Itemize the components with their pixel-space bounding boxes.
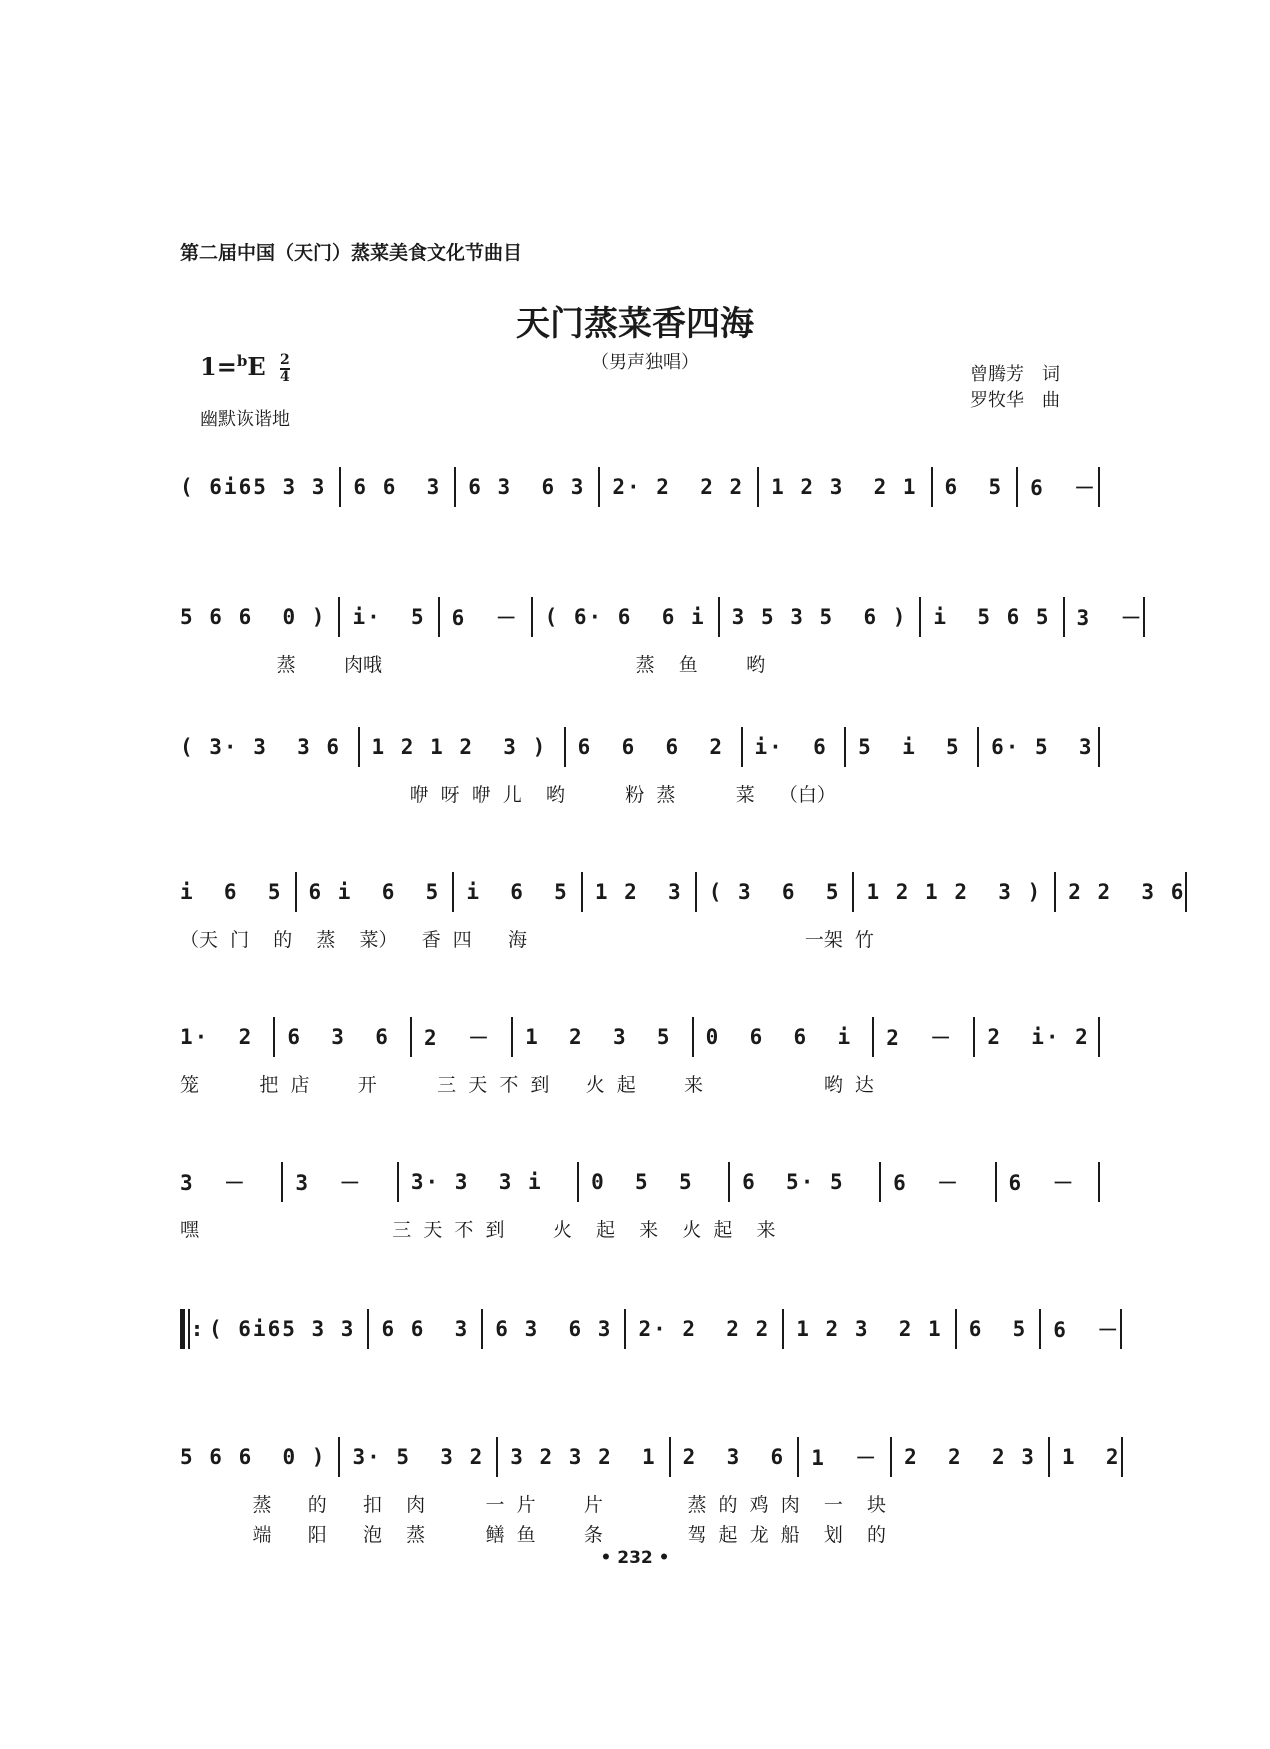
barline — [1185, 872, 1187, 912]
barline — [397, 1162, 399, 1202]
measure: 2· 2 2 2 — [612, 475, 745, 499]
barline — [1121, 1437, 1123, 1477]
barline — [1143, 597, 1145, 637]
time-bottom: 4 — [279, 368, 290, 385]
barline — [890, 1437, 892, 1477]
song-title: 天门蒸菜香四海 — [516, 304, 754, 344]
measure: ( 3· 3 3 6 — [180, 735, 342, 759]
barline — [564, 727, 566, 767]
barline — [281, 1162, 283, 1202]
measure: i· 5 — [352, 605, 426, 629]
barline — [581, 872, 583, 912]
barline — [797, 1437, 799, 1477]
measure: 6 － — [451, 606, 519, 630]
barline — [852, 872, 854, 912]
measure: 2 － — [424, 1026, 491, 1050]
barline — [695, 872, 697, 912]
measure: 0 6 6 i — [705, 1025, 853, 1049]
barline — [624, 1309, 626, 1349]
measure: 3· 5 3 2 — [352, 1445, 485, 1469]
barline — [1063, 597, 1065, 637]
barline — [1098, 1017, 1100, 1057]
measure: 1 2 — [1061, 1445, 1121, 1469]
notation-system — [180, 1165, 1100, 1199]
key-prefix: 1= — [200, 352, 237, 381]
notation-system — [180, 470, 1100, 504]
measure: 6 － — [1053, 1318, 1121, 1342]
barline — [1054, 872, 1056, 912]
barline — [1048, 1437, 1050, 1477]
barline — [741, 727, 743, 767]
barline — [273, 1017, 275, 1057]
measure: 6 3 6 3 — [495, 1317, 613, 1341]
lyric-line: 咿 呀 咿 儿 哟 粉 蒸 菜 （白） — [180, 784, 836, 806]
barline — [1098, 1162, 1100, 1202]
barline — [410, 1017, 412, 1057]
barline — [844, 727, 846, 767]
measure: 6 － — [1030, 476, 1098, 500]
flat-sign: b — [236, 352, 248, 370]
barline — [454, 467, 456, 507]
barline — [295, 872, 297, 912]
key-note: E — [247, 352, 266, 381]
song-subtitle: （男声独唱） — [591, 352, 699, 373]
measure: 6 6 3 — [381, 1317, 470, 1341]
time-signature — [280, 353, 290, 385]
measure: 6 5 — [968, 1317, 1028, 1341]
measure: i· 6 — [754, 735, 828, 759]
measure: 6 － — [1008, 1171, 1076, 1195]
lyricist-credit: 曾腾芳 词 — [970, 364, 1060, 385]
barline — [531, 597, 533, 637]
barline — [496, 1437, 498, 1477]
measure: 6 6 3 — [353, 475, 442, 499]
measure: 6 3 6 3 — [468, 475, 586, 499]
barline — [782, 1309, 784, 1349]
measure: 5 6 6 0 ) — [180, 605, 327, 629]
measure: 1 2 1 2 3 ) — [866, 880, 1043, 904]
time-top: 2 — [279, 351, 290, 368]
measure: ( 6i65 3 3 — [209, 1317, 356, 1341]
measure: 1 2 3 — [594, 880, 683, 904]
measure: i 5 6 5 — [933, 605, 1051, 629]
measure: 1· 2 — [180, 1025, 254, 1049]
measure: 5 6 6 0 ) — [180, 1445, 327, 1469]
measure: i 6 5 — [180, 880, 283, 904]
measure: 3 － — [180, 1171, 247, 1195]
barline — [481, 1309, 483, 1349]
notation-system — [180, 600, 1144, 634]
barline — [598, 467, 600, 507]
barline — [452, 872, 454, 912]
measure: ( 6· 6 6 i — [544, 605, 706, 629]
barline — [358, 727, 360, 767]
barline — [931, 467, 933, 507]
measure: 0 5 5 — [591, 1170, 694, 1194]
measure: 6 6 6 2 — [577, 735, 725, 759]
barline — [511, 1017, 513, 1057]
barline — [1098, 727, 1100, 767]
page-number: • 232 • — [600, 1548, 670, 1568]
measure: 1 2 3 2 1 — [796, 1317, 943, 1341]
lyric-line: 蒸 的 扣 肉 一 片 片 蒸 的 鸡 肉 一 块 — [180, 1494, 887, 1516]
measure: 1 － — [811, 1446, 879, 1470]
measure: 6 i 6 5 — [308, 880, 441, 904]
barline — [338, 597, 340, 637]
measure: 5 i 5 — [858, 735, 961, 759]
measure: ( 3 6 5 — [708, 880, 841, 904]
measure: 6 3 6 — [287, 1025, 390, 1049]
barline — [757, 467, 759, 507]
measure: i 6 5 — [466, 880, 569, 904]
composer-credit: 罗牧华 曲 — [970, 390, 1060, 411]
lyric-line: 笼 把 店 开 三 天 不 到 火 起 来 哟 达 — [180, 1074, 874, 1096]
measure: 6· 5 3 — [991, 735, 1094, 759]
lyric-line: 端 阳 泡 蒸 鳝 鱼 条 驾 起 龙 船 划 的 — [180, 1524, 887, 1546]
barline — [367, 1309, 369, 1349]
measure: 2 3 6 — [682, 1445, 786, 1469]
measure: 2 － — [886, 1026, 954, 1050]
barline — [577, 1162, 579, 1202]
barline — [995, 1162, 997, 1202]
lyric-line: 嘿 三 天 不 到 火 起 来 火 起 来 — [180, 1219, 776, 1241]
repeat-sign: : — [180, 1309, 201, 1349]
tempo-marking: 幽默诙谐地 — [200, 409, 290, 430]
notation-system — [180, 730, 1100, 764]
measure: 1 2 3 5 — [525, 1025, 672, 1049]
measure: 3 5 3 5 6 ) — [731, 605, 908, 629]
barline — [872, 1017, 874, 1057]
barline — [1016, 467, 1018, 507]
lyric-line: （天 门 的 蒸 菜） 香 四 海 一架 竹 — [180, 929, 874, 951]
measure: 3 － — [1076, 606, 1144, 630]
barline — [669, 1437, 671, 1477]
measure: 2 2 3 6 — [1068, 880, 1186, 904]
barline — [919, 597, 921, 637]
measure: 3· 3 3 i — [410, 1170, 543, 1194]
measure: ( 6i65 3 3 — [180, 475, 327, 499]
notation-system — [180, 1440, 1121, 1474]
notation-system — [180, 1020, 1100, 1054]
key-signature — [200, 352, 290, 385]
lyric-line: 蒸 肉哦 蒸 鱼 哟 — [180, 654, 766, 676]
barline — [1039, 1309, 1041, 1349]
collection-header: 第二届中国（天门）蒸菜美食文化节曲目 — [180, 242, 523, 264]
measure: 6 5 — [944, 475, 1004, 499]
barline — [339, 467, 341, 507]
measure: 6 5· 5 — [742, 1170, 845, 1194]
barline — [692, 1017, 694, 1057]
barline — [977, 727, 979, 767]
barline — [973, 1017, 975, 1057]
measure: 2· 2 2 2 — [638, 1317, 771, 1341]
barline — [879, 1162, 881, 1202]
barline — [1120, 1309, 1122, 1349]
measure: 3 － — [295, 1171, 363, 1195]
barline — [1098, 467, 1100, 507]
measure: 2 2 2 3 — [904, 1445, 1036, 1469]
barline — [728, 1162, 730, 1202]
measure: 3 2 3 2 1 — [510, 1445, 657, 1469]
barline — [718, 597, 720, 637]
measure: 1 2 3 2 1 — [771, 475, 918, 499]
measure: 6 － — [893, 1171, 961, 1195]
notation-system — [180, 875, 1186, 909]
measure: 2 i· 2 — [987, 1025, 1090, 1049]
barline — [955, 1309, 957, 1349]
notation-system — [180, 1312, 1121, 1346]
measure: 1 2 1 2 3 ) — [371, 735, 548, 759]
barline — [438, 597, 440, 637]
barline — [338, 1437, 340, 1477]
